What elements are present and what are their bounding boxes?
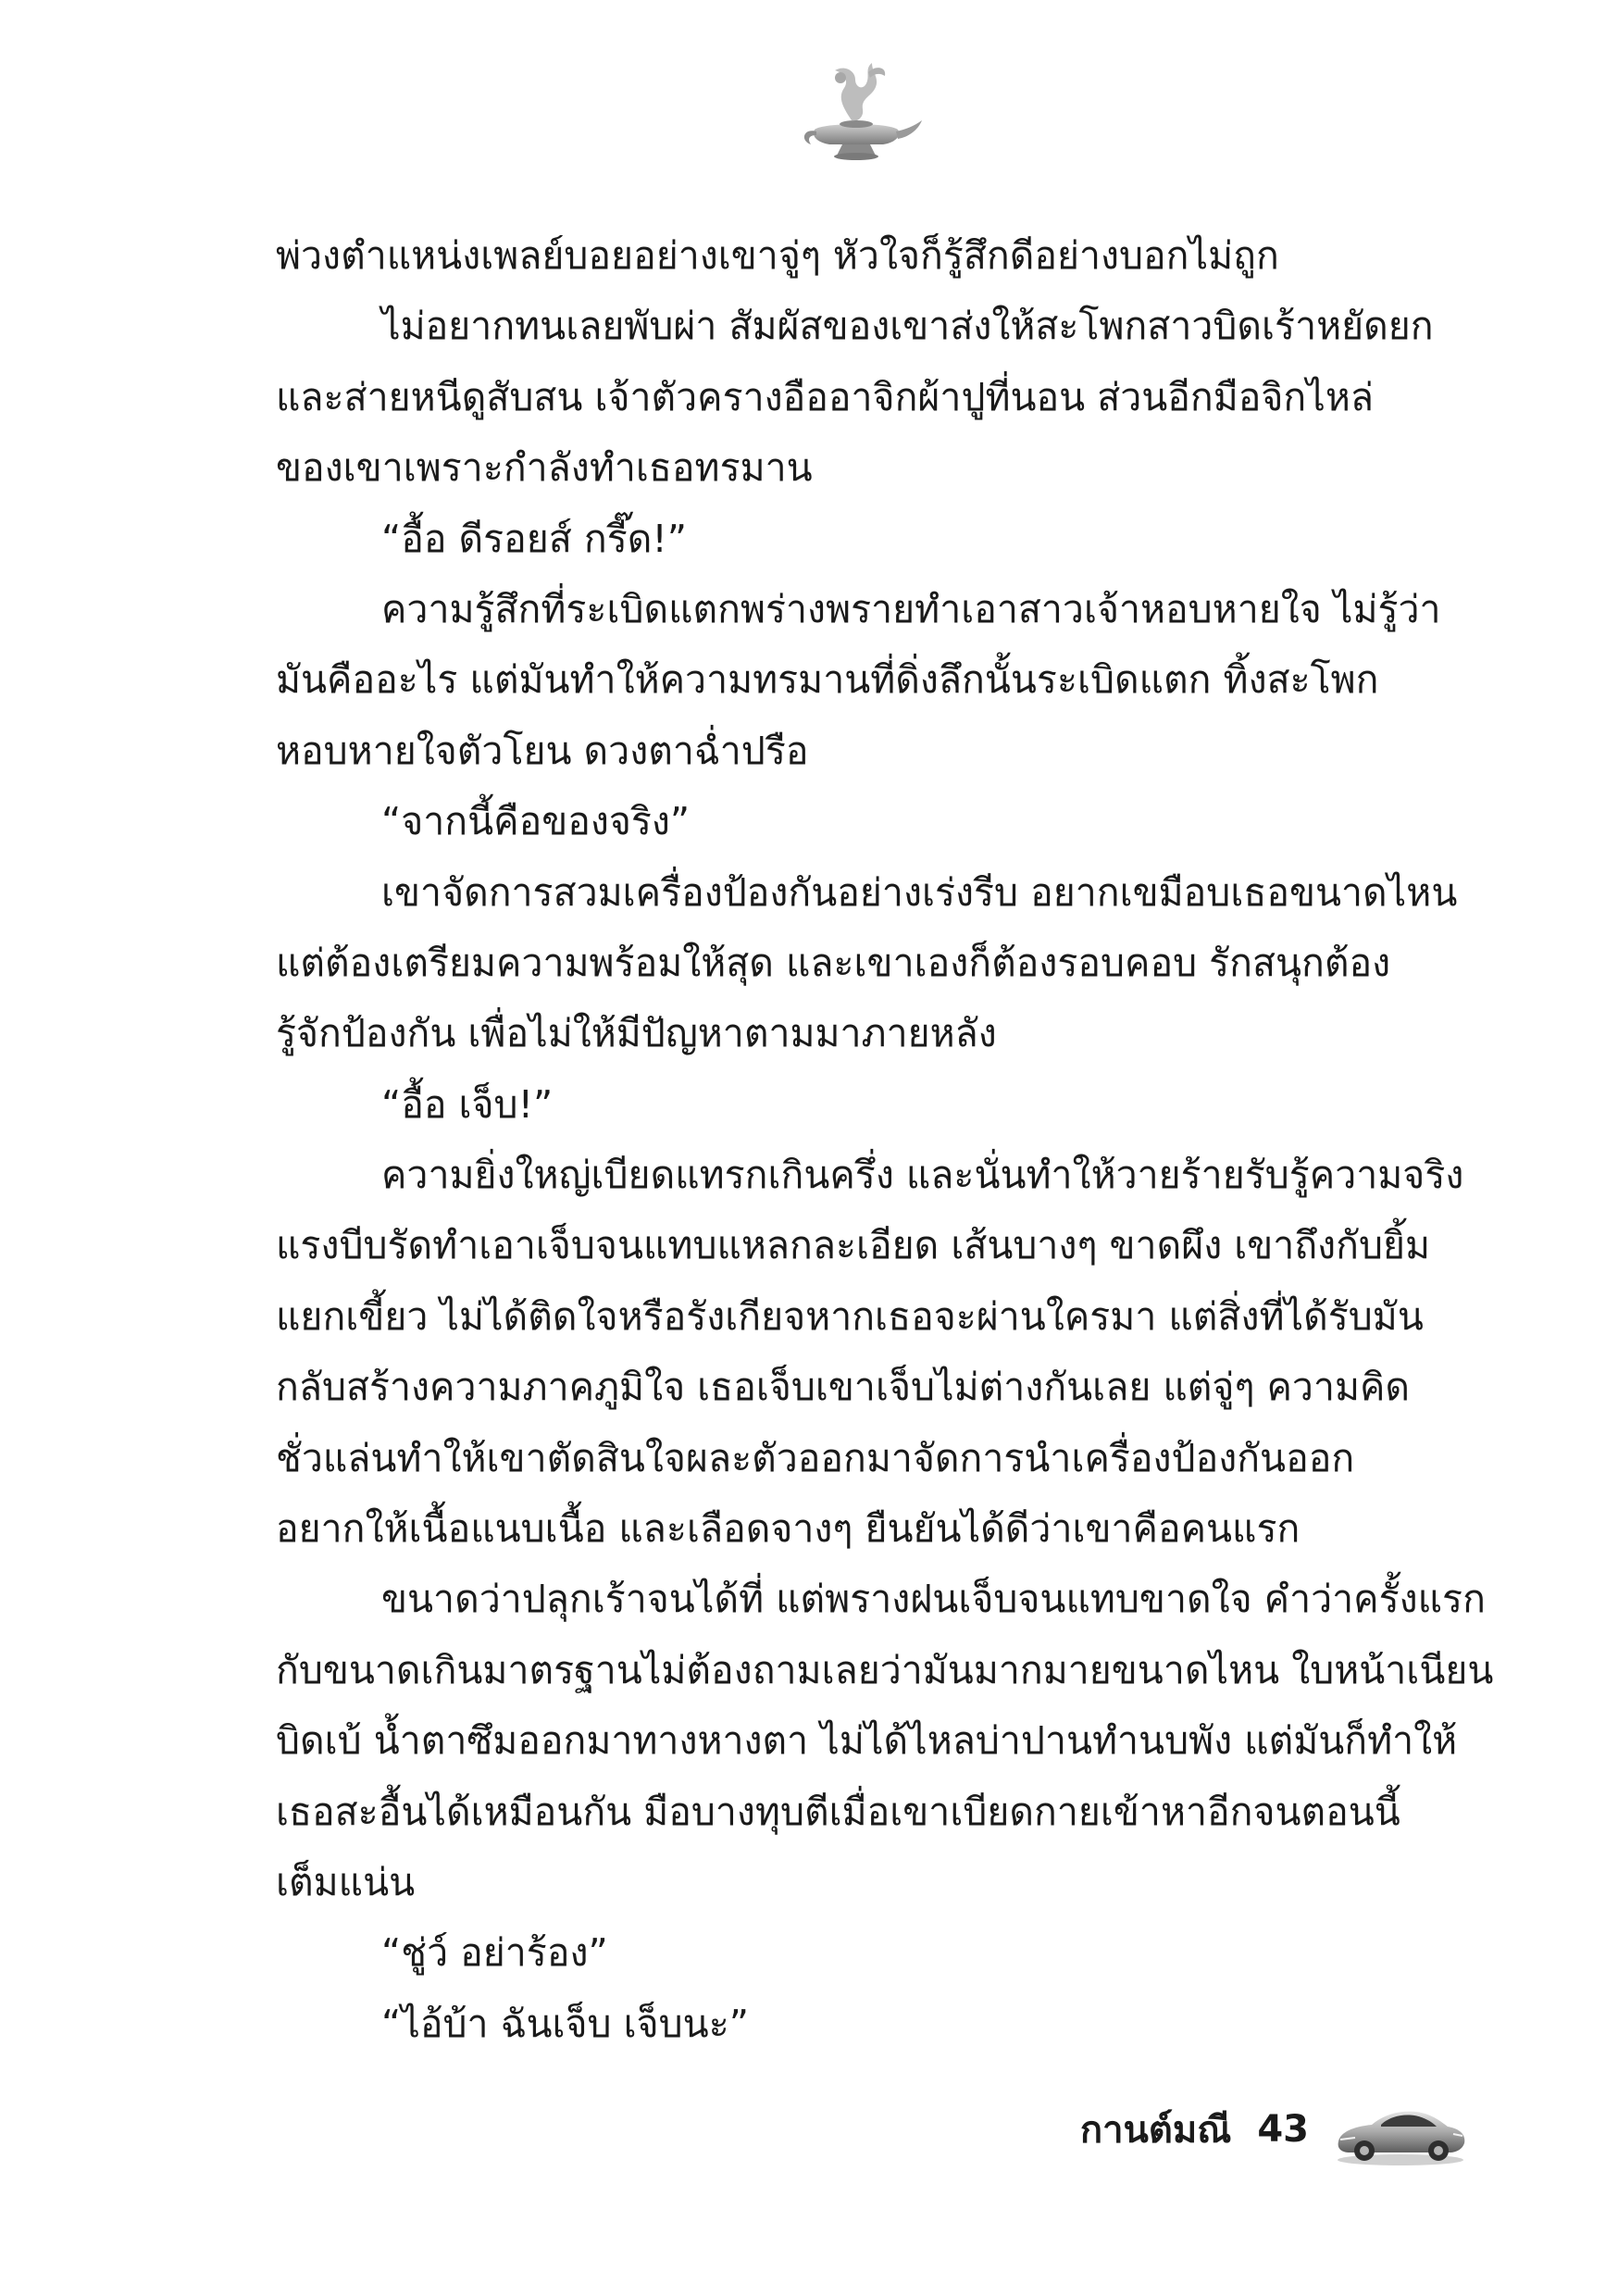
author-name: กานต์มณี <box>1079 2109 1232 2152</box>
genie-lamp-icon <box>787 56 926 167</box>
text-line: “อื้อ เจ็บ!” <box>381 1081 554 1127</box>
text-line: ไม่อยากทนเลยพับผ่า สัมผัสของเขาส่งให้สะโพกสาวบิดเร้าหยัดยก <box>381 304 1434 349</box>
text-line: พ่วงตำแหน่งเพลย์บอยอย่างเขาจู่ๆ หัวใจก็รู้สึกดีอย่างบอกไม่ถูก <box>276 233 1279 278</box>
text-line: เธอสะอื้นได้เหมือนกัน มือบางทุบตีเมื่อเขาเบียดกายเข้าหาอีกจนตอนนี้ <box>276 1789 1400 1834</box>
text-line: เขาจัดการสวมเครื่องป้องกันอย่างเร่งรีบ อยากเขมือบเธอขนาดไหน <box>381 869 1458 915</box>
car-icon <box>1331 2088 1470 2171</box>
text-line: รู้จักป้องกัน เพื่อไม่ให้มีปัญหาตามมาภายหลัง <box>276 1011 997 1056</box>
page-footer <box>1080 2074 1470 2185</box>
text-line: หอบหายใจตัวโยน ดวงตาฉ่ำปรือ <box>276 728 809 773</box>
text-line: ชั่วแล่นทำให้เขาตัดสินใจผละตัวออกมาจัดการนำเครื่องป้องกันออก <box>276 1435 1355 1480</box>
text-line: และส่ายหนีดูสับสน เจ้าตัวครางอืออาจิกผ้าปูที่นอน ส่วนอีกมือจิกไหล่ <box>276 374 1374 419</box>
text-line: แยกเขี้ยว ไม่ได้ติดใจหรือรังเกียจหากเธอจะผ่านใครมา แต่สิ่งที่ได้รับมัน <box>276 1293 1424 1339</box>
text-line: เต็มแน่น <box>276 1859 416 1904</box>
text-line: “อื้อ ดีรอยส์ กรี๊ด!” <box>381 516 688 561</box>
text-line: ขนาดว่าปลุกเร้าจนได้ที่ แต่พรางฝนเจ็บจนแทบขาดใจ คำว่าครั้งแรก <box>381 1577 1486 1622</box>
text-line: กับขนาดเกินมาตรฐานไม่ต้องถามเลยว่ามันมากมายขนาดไหน ใบหน้าเนียน <box>276 1647 1494 1692</box>
text-line: ของเขาเพราะกำลังทำเธอทรมาน <box>276 445 813 491</box>
page-number: 43 <box>1257 2108 1309 2151</box>
text-line: ความยิ่งใหญ่เบียดแทรกเกินครึ่ง และนั่นทำให้วายร้ายรับรู้ความจริง <box>381 1153 1464 1198</box>
text-line: “ไอ้บ้า ฉันเจ็บ เจ็บนะ” <box>381 2001 749 2046</box>
text-line: “ชู่ว์ อย่าร้อง” <box>381 1930 608 1976</box>
body-text <box>276 220 1494 2059</box>
text-line: “จากนี้คือของจริง” <box>381 799 691 844</box>
text-line: แต่ต้องเตรียมความพร้อมให้สุด และเขาเองก็ต้องรอบคอบ รักสนุกต้อง <box>276 940 1391 985</box>
text-line: กลับสร้างความภาคภูมิใจ เธอเจ็บเขาเจ็บไม่ต่างกันเลย แต่จู่ๆ ความคิด <box>276 1365 1411 1410</box>
text-line: อยากให้เนื้อแนบเนื้อ และเลือดจางๆ ยืนยันได้ดีว่าเขาคือคนแรก <box>276 1506 1301 1552</box>
text-line: ความรู้สึกที่ระเบิดแตกพร่างพรายทำเอาสาวเจ้าหอบหายใจ ไม่รู้ว่า <box>381 586 1441 631</box>
text-line: มันคืออะไร แต่มันทำให้ความทรมานที่ดิ่งลึกนั้นระเบิดแตก ทิ้งสะโพก <box>276 657 1379 703</box>
text-line: บิดเบ้ น้ำตาซึมออกมาทางหางตา ไม่ได้ไหลบ่าปานทำนบพัง แต่มันก็ทำให้ <box>276 1718 1458 1764</box>
text-line: แรงบีบรัดทำเอาเจ็บจนแทบแหลกละเอียด เส้นบางๆ ขาดผึง เขาถึงกับยิ้ม <box>276 1223 1431 1268</box>
